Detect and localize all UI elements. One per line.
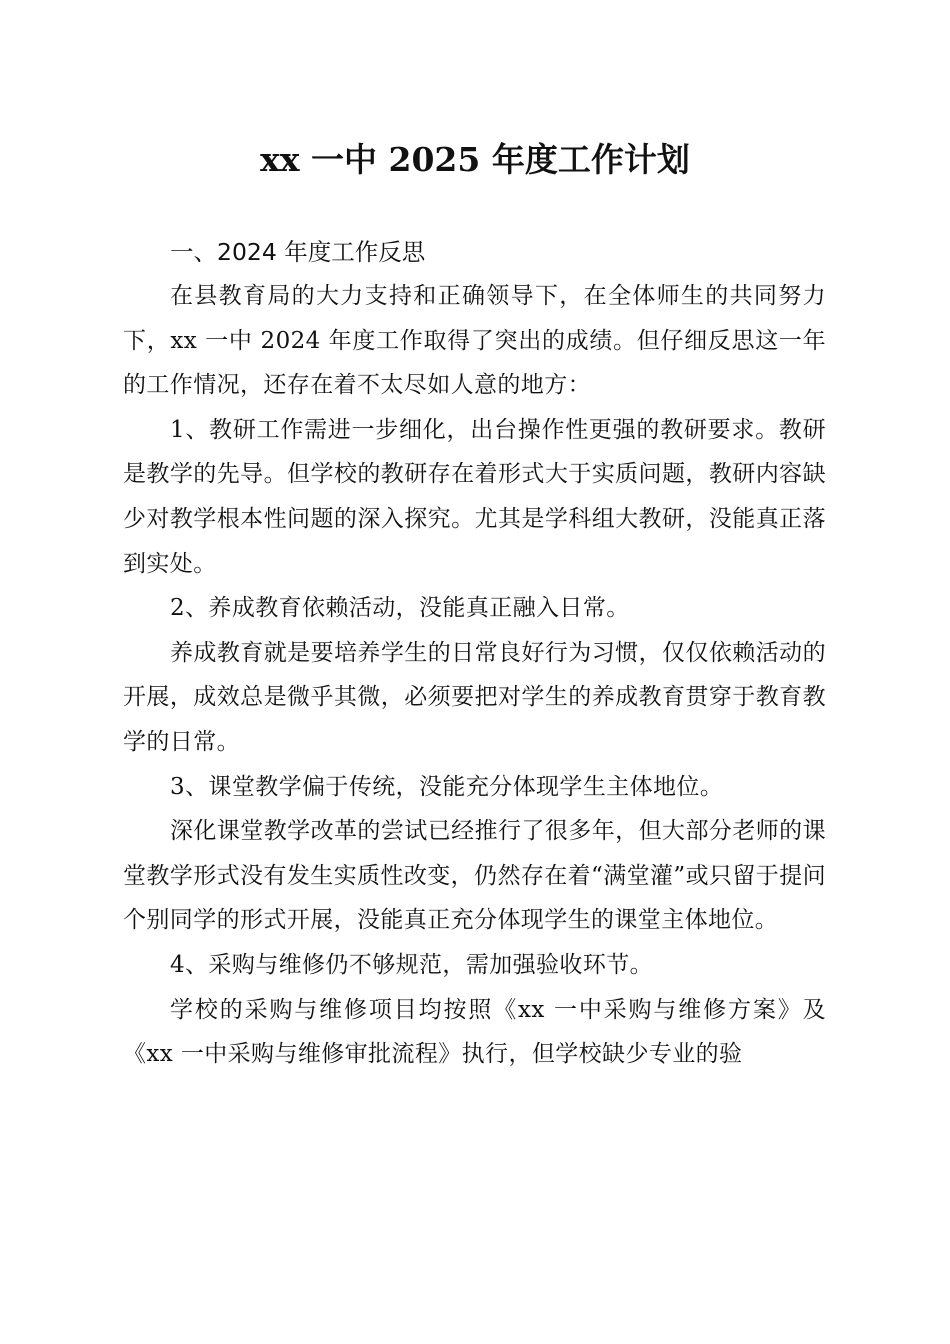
item-3-paragraph: 深化课堂教学改革的尝试已经推行了很多年，但大部分老师的课堂教学形式没有发生实质性改变，仍然存在着“满堂灌”或只留于提问个别同学的形式开展，没能真正充分体现学生的课堂主体地位。 (123, 818, 826, 934)
item-4-heading: 4、采购与维修仍不够规范，需加强验收环节。 (170, 951, 654, 978)
item-4-paragraph: 学校的采购与维修项目均按照《xx 一中采购与维修方案》及《xx 一中采购与维修审批流程》执行，但学校缺少专业的验 (123, 996, 826, 1068)
document-title: xx 一中 2025 年度工作计划 (260, 140, 690, 179)
item-3-heading: 3、课堂教学偏于传统，没能充分体现学生主体地位。 (170, 773, 724, 800)
item-1-paragraph: 1、教研工作需进一步细化，出台操作性更强的教研要求。教研是教学的先导。但学校的教研存在着形式大于实质问题，教研内容缺少对教学根本性问题的深入探究。尤其是学科组大教研，没能真正落到实处。 (123, 416, 826, 577)
intro-paragraph: 在县教育局的大力支持和正确领导下，在全体师生的共同努力下，xx 一中 2024 年度工作取得了突出的成绩。但仔细反思这一年的工作情况，还存在着不太尽如人意的地方： (123, 283, 826, 399)
document-body (123, 230, 826, 1077)
section-heading: 一、2024 年度工作反思 (170, 238, 426, 266)
item-2-heading: 2、养成教育依赖活动，没能真正融入日常。 (170, 595, 630, 622)
item-2-paragraph: 养成教育就是要培养学生的日常良好行为习惯，仅仅依赖活动的开展，成效总是微乎其微，必须要把对学生的养成教育贯穿于教育教学的日常。 (123, 639, 826, 755)
